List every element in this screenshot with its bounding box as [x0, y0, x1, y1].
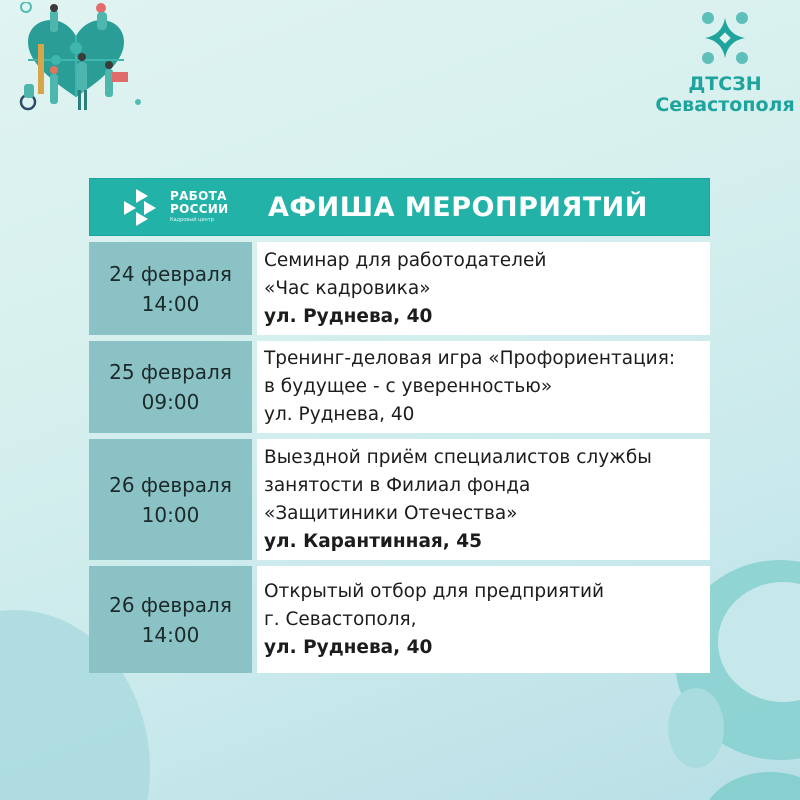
event-info: [257, 439, 710, 560]
event-address: ул. Руднева, 40: [264, 636, 433, 658]
event-date: 26 февраля: [109, 592, 232, 617]
rabota-rossii-logo: [90, 187, 260, 227]
org-name-line1: ДТСЗН: [688, 73, 762, 95]
event-desc-line: Тренинг-деловая игра «Профориентация:: [264, 348, 676, 369]
event-time: 14:00: [141, 622, 200, 647]
events-table: [89, 178, 710, 673]
event-desc-line: Семинар для работодателей: [264, 249, 547, 271]
event-row: [89, 566, 710, 673]
event-date: 24 февраля: [109, 261, 232, 286]
event-desc-line: Открытый отбор для предприятий: [264, 580, 605, 602]
event-desc-line: г. Севастополя,: [264, 608, 417, 630]
dtszn-star-logo-icon: [695, 8, 755, 68]
event-time: 09:00: [141, 390, 200, 414]
decorative-circle: [668, 688, 724, 768]
event-desc-line: Выездной приём специалистов службы: [264, 446, 652, 468]
org-name-line2: Севастополя: [655, 94, 795, 116]
event-info: [257, 341, 710, 433]
event-desc-line: занятости в Филиал фонда: [264, 474, 531, 496]
event-row: [89, 341, 710, 433]
event-address: ул. Карантинная, 45: [264, 530, 483, 552]
table-header: [89, 178, 710, 236]
event-row: [89, 242, 710, 335]
partner-title-line1: РАБОТА: [170, 189, 227, 203]
event-desc-line: в будущее - с уверенностью»: [264, 376, 553, 397]
page-title: АФИША МЕРОПРИЯТИЙ: [268, 191, 648, 223]
event-address: ул. Руднева, 40: [264, 404, 415, 425]
event-datetime: [89, 242, 252, 335]
event-info: [257, 566, 710, 673]
partner-subtitle: Кадровый центр: [170, 217, 214, 223]
heart-puzzle-illustration-icon: [6, 2, 146, 112]
dtszn-logo: [650, 8, 800, 123]
event-time: 10:00: [141, 502, 200, 527]
event-date: 26 февраля: [109, 472, 232, 497]
event-desc-line: «Защитиники Отечества»: [264, 502, 518, 524]
event-datetime: [89, 439, 252, 560]
event-time: 14:00: [141, 291, 200, 316]
event-datetime: [89, 341, 252, 433]
event-datetime: [89, 566, 252, 673]
event-info: [257, 242, 710, 335]
decorative-circle: [700, 772, 800, 800]
partner-title-line2: РОССИИ: [170, 202, 229, 216]
event-desc-line: «Час кадровика»: [264, 277, 431, 299]
event-row: [89, 439, 710, 560]
rabota-rossii-triangles-icon: [122, 187, 164, 227]
event-date: 25 февраля: [109, 360, 232, 384]
event-address: ул. Руднева, 40: [264, 305, 433, 327]
